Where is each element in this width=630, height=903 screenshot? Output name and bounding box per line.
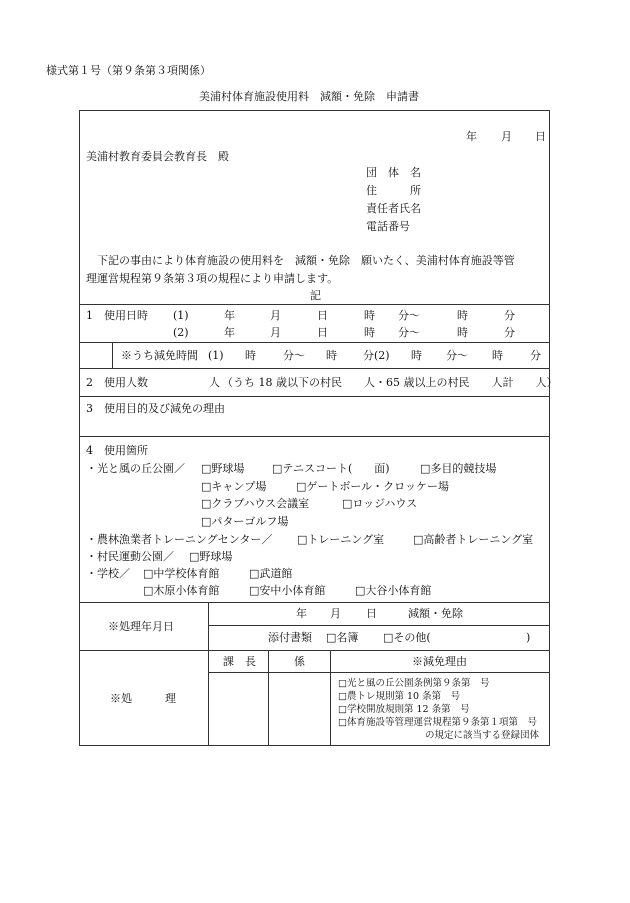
checkbox-village-baseball[interactable]: □野球場	[189, 550, 233, 563]
processing-label: ※処 理	[110, 692, 176, 705]
minute-index-2: 分(2)	[363, 349, 390, 362]
ki-mark: 記	[310, 289, 321, 302]
processing-reduction: 減額・免除	[408, 607, 463, 620]
reason-column-label: ※減免理由	[412, 655, 467, 668]
checkbox-other[interactable]: □その他(	[383, 631, 431, 644]
checkbox-putter-golf[interactable]: □パターゴルフ場	[201, 515, 289, 528]
addressee: 美浦村教育委員会教育長 殿	[86, 150, 229, 163]
chief-column-label: 課 長	[223, 655, 256, 668]
row-index: (2)	[173, 326, 189, 339]
usage-people-label: 2 使用人数	[86, 376, 148, 389]
minute-unit: 分	[530, 349, 541, 362]
checkbox-kihara-gym[interactable]: □木原小体育館	[143, 584, 220, 597]
minute-from-unit: 分〜	[398, 309, 420, 322]
checkbox-elderly-training-room[interactable]: □高齢者トレーニング室	[413, 533, 534, 546]
month-unit: 月	[270, 326, 281, 339]
day-unit: 日	[317, 326, 328, 339]
hour-unit: 時	[411, 349, 422, 362]
year-unit: 年	[224, 309, 235, 322]
checkbox-anchu-gym[interactable]: □安中小体育館	[249, 584, 326, 597]
date-year: 年	[466, 130, 477, 143]
hour-unit: 時	[457, 326, 468, 339]
body-text-line-2: 理運営規程第９条第３項の規程により申請します。	[86, 272, 339, 285]
checkbox-budokan[interactable]: □武道館	[249, 567, 293, 580]
checkbox-lodge[interactable]: □ロッジハウス	[342, 497, 418, 510]
phone-label: 電話番号	[366, 220, 410, 233]
row-index: (1)	[173, 309, 189, 322]
processing-month: 月	[330, 607, 341, 620]
hour-unit: 時	[364, 309, 375, 322]
month-unit: 月	[270, 309, 281, 322]
school-label: ・学校／	[86, 567, 130, 580]
park-group-label: ・光と風の丘公園／	[86, 462, 185, 475]
address-label: 住 所	[366, 184, 421, 197]
hour-unit: 時	[457, 309, 468, 322]
checkbox-ootani-gym[interactable]: □大谷小体育館	[355, 584, 432, 597]
checkbox-tennis[interactable]: □テニスコート( 面)	[272, 462, 390, 475]
hour-unit: 時	[492, 349, 503, 362]
village-park-label: ・村民運動公園／	[86, 550, 174, 563]
body-text-line-1: 下記の事由により体育施設の使用料を 減額・免除 願いたく、美浦村体育施設等管	[97, 254, 515, 267]
reduction-time-label: ※うち減免時間	[121, 349, 198, 362]
processing-date-label: ※処理年月日	[108, 620, 174, 633]
reason-item[interactable]: □光と風の丘公園条例第９条第 号	[338, 678, 490, 689]
hour-unit: 時	[245, 349, 256, 362]
responsible-label: 責任者氏名	[366, 202, 421, 215]
checkbox-jhs-gym[interactable]: □中学校体育館	[143, 567, 220, 580]
reason-item-suffix: の規定に該当する登録団体	[425, 730, 540, 741]
row-index: (1)	[208, 349, 224, 362]
date-day: 日	[535, 130, 546, 143]
checkbox-clubhouse[interactable]: □クラブハウス会議室	[201, 497, 310, 510]
reason-item[interactable]: □体育施設等管理運営規程第９条第１項第 号	[338, 717, 537, 728]
minute-unit: 分	[504, 309, 515, 322]
form-number: 様式第１号（第９条第３項関係）	[46, 64, 211, 77]
processing-day: 日	[366, 607, 377, 620]
form-title: 美浦村体育施設使用料 減額・免除 申請書	[199, 90, 419, 103]
checkbox-training-room[interactable]: □トレーニング室	[297, 533, 385, 546]
minute-from-unit: 分〜	[398, 326, 420, 339]
reason-item[interactable]: □学校開放規則第 12 条第 号	[338, 704, 470, 715]
checkbox-gateball[interactable]: □ゲートボール・クロッケー場	[296, 480, 449, 493]
date-month: 月	[501, 130, 512, 143]
other-close-paren: )	[526, 631, 531, 644]
org-name-label: 団 体 名	[366, 166, 421, 179]
checkbox-multipurpose[interactable]: □多目的競技場	[420, 462, 497, 475]
year-unit: 年	[224, 326, 235, 339]
facilities-label: 4 使用箇所	[86, 444, 148, 457]
attachments-label: 添付書類	[268, 631, 312, 644]
people-detail: （うち 18 歳以下の村民 人・65 歳以上の村民 人計 人）	[222, 376, 558, 389]
checkbox-roster[interactable]: □名簿	[326, 631, 359, 644]
people-unit: 人	[209, 376, 220, 389]
hour-unit: 時	[364, 326, 375, 339]
minute-from-unit: 分〜	[446, 349, 468, 362]
purpose-label: 3 使用目的及び減免の理由	[86, 402, 225, 415]
staff-column-label: 係	[294, 655, 305, 668]
checkbox-baseball[interactable]: □野球場	[201, 462, 245, 475]
training-center-label: ・農林漁業者トレーニングセンター／	[86, 533, 273, 546]
day-unit: 日	[317, 309, 328, 322]
minute-unit: 分	[504, 326, 515, 339]
minute-from-unit: 分〜	[283, 349, 305, 362]
reason-item[interactable]: □農トレ規則第 10 条第 号	[338, 691, 461, 702]
usage-datetime-label: 1 使用日時	[86, 309, 148, 322]
checkbox-camp[interactable]: □キャンプ場	[201, 480, 267, 493]
hour-unit: 時	[326, 349, 337, 362]
processing-year: 年	[296, 607, 307, 620]
